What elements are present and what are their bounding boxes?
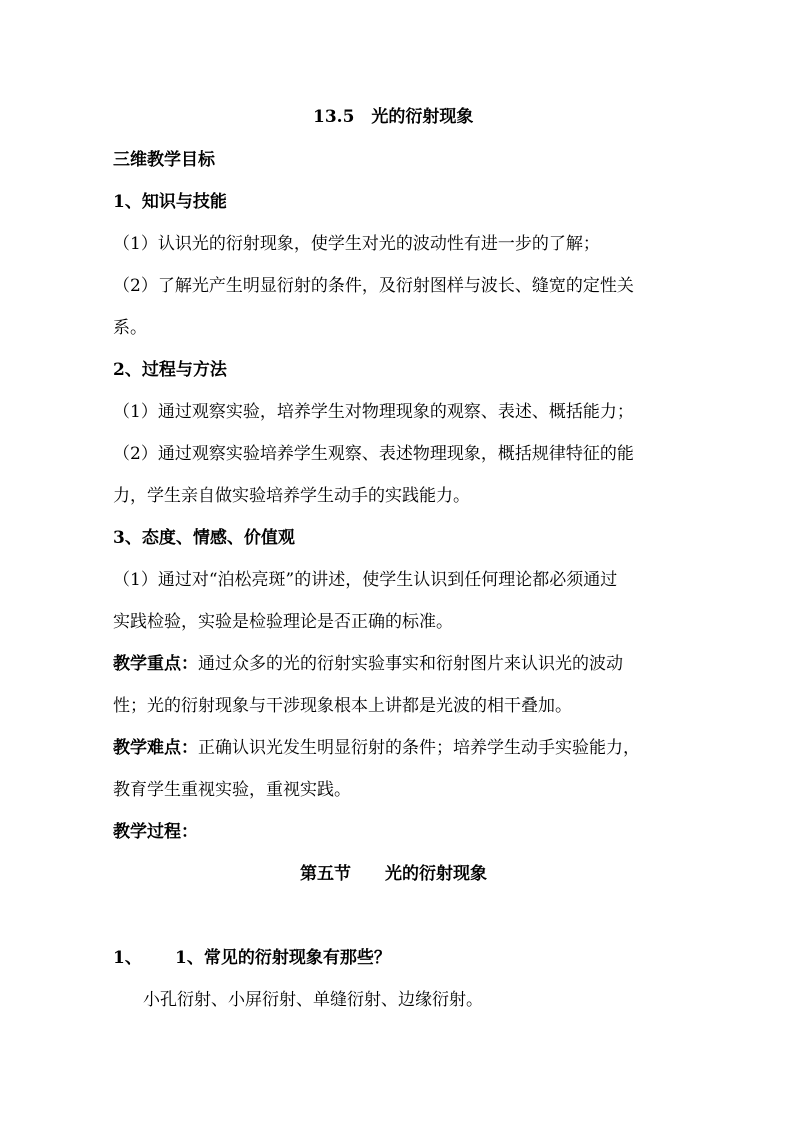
knowledge-skills-heading: 1、知识与技能: [113, 192, 227, 212]
key-points-text: 通过众多的光的衍射实验事实和衍射图片来认识光的波动: [198, 654, 623, 674]
process-item-2-line-2: 力，学生亲自做实验培养学生动手的实践能力。: [113, 486, 470, 506]
process-method-heading: 2、过程与方法: [113, 360, 227, 380]
process-item-2-line-1: （2）通过观察实验培养学生观察、表述物理现象，概括规律特征的能: [113, 444, 634, 464]
question-1: [113, 947, 391, 969]
knowledge-item-2-line-2: 系。: [113, 318, 147, 338]
difficulties-line-1: [113, 737, 640, 759]
key-points-label: 教学重点：: [113, 654, 198, 674]
teaching-process-heading: 教学过程：: [113, 822, 198, 842]
key-points-line-1: [113, 653, 623, 675]
attitude-heading: 3、态度、情感、价值观: [113, 528, 295, 548]
question-1-number: 1、: [113, 948, 142, 968]
knowledge-item-2-line-1: （2）了解光产生明显衍射的条件，及衍射图样与波长、缝宽的定性关: [113, 276, 634, 296]
question-1-text: 1、常见的衍射现象有那些？: [175, 948, 391, 968]
attitude-item-1-line-2: 实践检验，实验是检验理论是否正确的标准。: [113, 612, 453, 632]
attitude-item-1-line-1: （1）通过对“泊松亮斑”的讲述，使学生认识到任何理论都必须通过: [113, 570, 618, 590]
section-title: 第五节 光的衍射现象: [300, 864, 487, 884]
objectives-heading: 三维教学目标: [113, 150, 215, 170]
question-1-answer: 小孔衍射、小屏衍射、单缝衍射、边缘衍射。: [143, 990, 483, 1010]
knowledge-item-1: （1）认识光的衍射现象，使学生对光的波动性有进一步的了解；: [113, 234, 600, 254]
document-title: 13.5 光的衍射现象: [313, 107, 474, 127]
difficulties-text: 正确认识光发生明显衍射的条件；培养学生动手实验能力，: [198, 738, 640, 758]
difficulties-line-2: 教育学生重视实验，重视实践。: [113, 780, 351, 800]
key-points-line-2: 性；光的衍射现象与干涉现象根本上讲都是光波的相干叠加。: [113, 696, 572, 716]
process-item-1: （1）通过观察实验，培养学生对物理现象的观察、表述、概括能力；: [113, 402, 634, 422]
difficulties-label: 教学难点：: [113, 738, 198, 758]
